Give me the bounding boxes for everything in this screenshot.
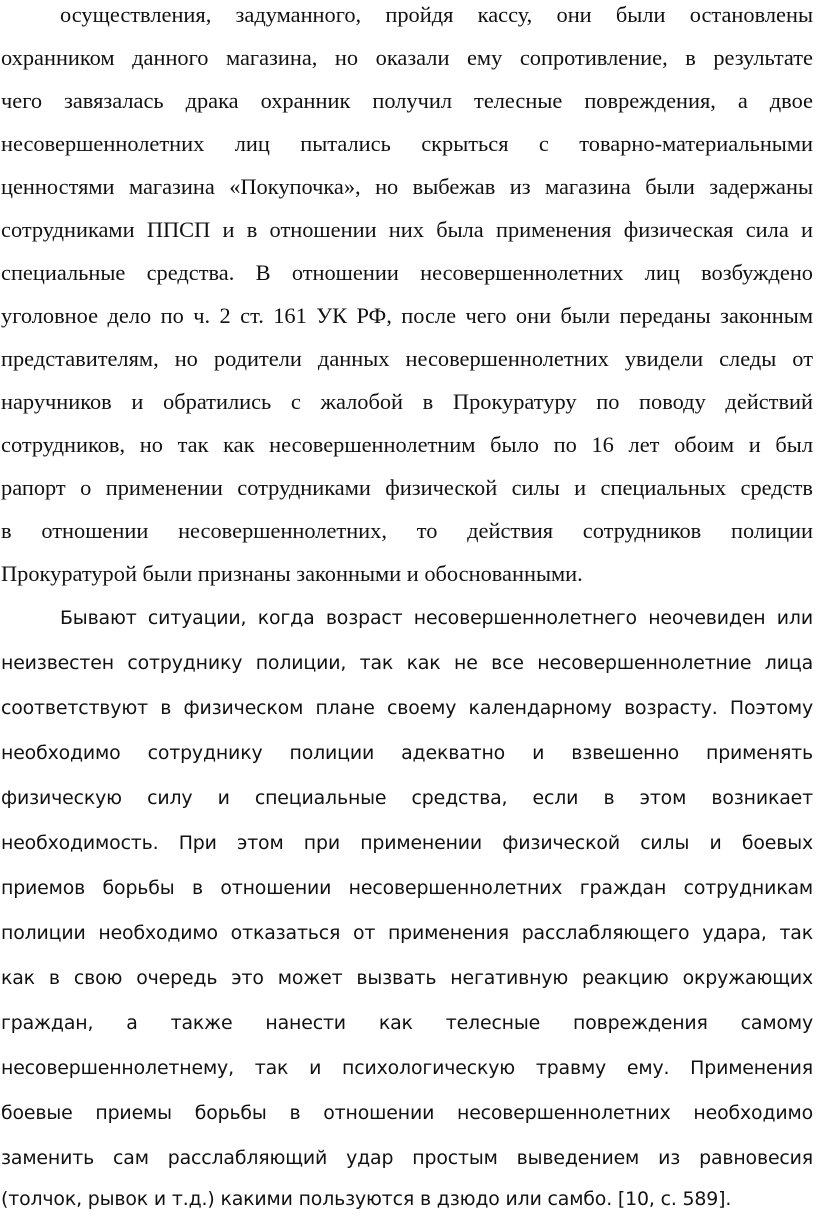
text-line: специальные средства. В отношении несовершеннолетних лиц возбуждено bbox=[1, 260, 813, 285]
text-line: Бывают ситуации, когда возраст несовершеннолетнего неочевиден или bbox=[60, 607, 813, 629]
text-line: как в свою очередь это может вызвать негативную реакцию окружающих bbox=[1, 967, 813, 989]
text-line: необходимость. При этом при применении физической силы и боевых bbox=[1, 832, 813, 854]
text-line: сотрудников, но так как несовершеннолетним было по 16 лет обоим и был bbox=[1, 432, 813, 457]
text-line: представителям, но родители данных несовершеннолетних увидели следы от bbox=[1, 346, 813, 371]
text-line: неизвестен сотруднику полиции, так как не все несовершеннолетние лица bbox=[1, 652, 813, 674]
text-line: наручников и обратились с жалобой в Прокуратуру по поводу действий bbox=[1, 389, 813, 414]
text-line: чего завязалась драка охранник получил телесные повреждения, а двое bbox=[1, 88, 813, 113]
text-line: несовершеннолетних лиц пытались скрыться с товарно-материальными bbox=[1, 131, 813, 156]
text-line: уголовное дело по ч. 2 ст. 161 УК РФ, после чего они были переданы законным bbox=[1, 303, 813, 328]
text-line: заменить сам расслабляющий удар простым выведением из равновесия bbox=[1, 1147, 813, 1169]
text-line: сотрудниками ППСП и в отношении них была применения физическая сила и bbox=[1, 217, 813, 242]
text-line: охранником данного магазина, но оказали ему сопротивление, в результате bbox=[1, 45, 813, 70]
text-line: рапорт о применении сотрудниками физической силы и специальных средств bbox=[1, 475, 813, 500]
text-line: боевые приемы борьбы в отношении несовершеннолетних необходимо bbox=[1, 1102, 813, 1124]
text-line: физическую силу и специальные средства, если в этом возникает bbox=[1, 787, 813, 809]
text-line: полиции необходимо отказаться от применения расслабляющего удара, так bbox=[1, 922, 813, 944]
text-line: соответствуют в физическом плане своему календарному возрасту. Поэтому bbox=[1, 697, 813, 719]
text-line: необходимо сотруднику полиции адекватно и взвешенно применять bbox=[1, 742, 813, 764]
text-line: граждан, а также нанести как телесные повреждения самому bbox=[1, 1012, 813, 1034]
text-line: осуществления, задуманного, пройдя кассу, они были остановлены bbox=[60, 2, 813, 27]
text-line: в отношении несовершеннолетних, то действия сотрудников полиции bbox=[1, 518, 813, 543]
text-line: ценностями магазина «Покупочка», но выбежав из магазина были задержаны bbox=[1, 174, 813, 199]
text-line: (толчок, рывок и т.д.) какими пользуются в дзюдо или самбо. [10, с. 589]. bbox=[1, 1188, 732, 1210]
text-line: приемов борьбы в отношении несовершеннолетних граждан сотрудникам bbox=[1, 877, 813, 899]
text-line: Прокуратурой были признаны законными и обоснованными. bbox=[1, 561, 583, 586]
text-line: несовершеннолетнему, так и психологическую травму ему. Применения bbox=[1, 1057, 813, 1079]
